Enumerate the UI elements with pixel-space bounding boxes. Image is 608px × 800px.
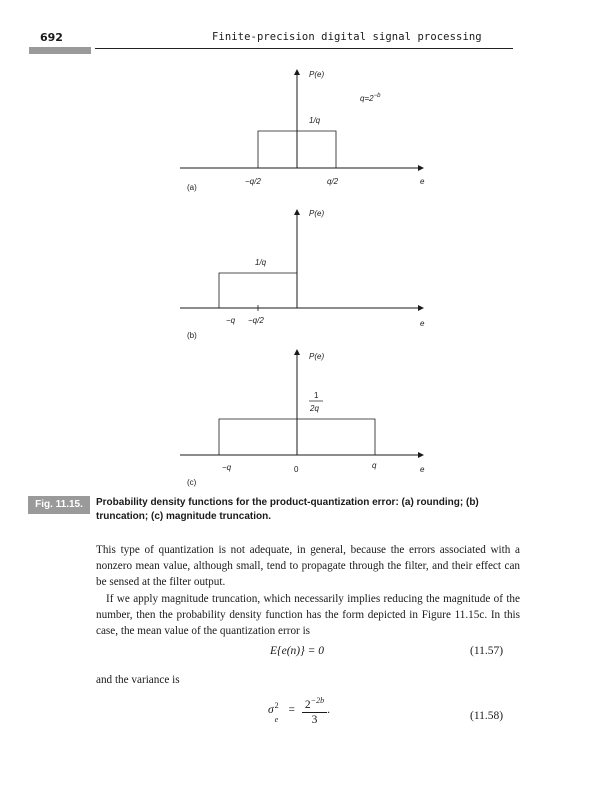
panel-b-tick-q: −q [226, 316, 236, 325]
sigma-superscript: 2 [274, 701, 279, 711]
panel-b-density-rect [219, 273, 297, 308]
paragraph-3: and the variance is [96, 674, 180, 686]
panel-c-tick-right: q [372, 461, 377, 470]
paragraph-1: This type of quantization is not adequate, in general, because the errors associated with a nonzero mean value, although small, tend to propagate through the filter, and their effect can be sensed at the filter output. [96, 544, 520, 589]
panel-a-tick-left: −q/2 [245, 177, 261, 186]
fraction-numerator-exponent: −2b [310, 696, 325, 705]
panel-c-label: (c) [187, 478, 197, 487]
equation-11-58 [268, 694, 330, 727]
panel-b-x-label: e [420, 319, 425, 328]
figure-caption-text: Probability density functions for the product-quantization error: (a) rounding; (b) truncation; (c) magnitude truncation. [96, 497, 479, 522]
equation-period: . [327, 704, 330, 717]
running-title: Finite-precision digital signal processing [212, 31, 482, 43]
panel-c-tick-left: −q [222, 463, 232, 472]
sigma-symbol: σ [268, 704, 274, 717]
paragraph-2: If we apply magnitude truncation, which necessarily implies reducing the magnitude of the number, then the probability density function has the form depicted in Figure 11.15c. In this case, the mean value of the quantization error is [96, 593, 520, 638]
panel-c-height-denominator: 2q [310, 404, 319, 413]
variance-fraction [302, 694, 327, 727]
panel-b-label: (b) [187, 331, 197, 340]
panel-c-x-label: e [420, 465, 425, 474]
equation-number-11-58: (11.58) [470, 710, 504, 722]
equals-sign: = [288, 704, 296, 717]
panel-a-y-label: P(e) [309, 70, 325, 79]
equation-11-57: E{e(n)} = 0 [270, 645, 324, 657]
fraction-numerator-base: 2 [304, 698, 311, 711]
sigma-subscript: e [274, 715, 279, 725]
page-number: 692 [40, 31, 63, 44]
panel-c-height-numerator: 1 [314, 391, 319, 400]
panel-c-y-label: P(e) [309, 352, 325, 361]
panel-b-height-label: 1/q [255, 258, 267, 267]
fraction-denominator: 3 [311, 713, 318, 726]
panel-a-q-definition: $q=2^{-b}$ [360, 93, 381, 103]
panel-b-y-label: P(e) [309, 209, 325, 218]
panel-a-x-label: e [420, 177, 425, 186]
panel-a-tick-right: q/2 [327, 177, 339, 186]
panel-c [180, 350, 425, 487]
panel-b-tick-q2: −q/2 [248, 316, 264, 325]
panel-a-label: (a) [187, 183, 197, 192]
panel-b [180, 209, 425, 340]
panel-c-tick-zero: 0 [294, 465, 299, 474]
equation-number-11-57: (11.57) [470, 645, 504, 657]
figure-caption-tag: Fig. 11.15. [28, 496, 90, 514]
panel-a [180, 70, 425, 192]
panel-a-height-label: 1/q [309, 116, 321, 125]
